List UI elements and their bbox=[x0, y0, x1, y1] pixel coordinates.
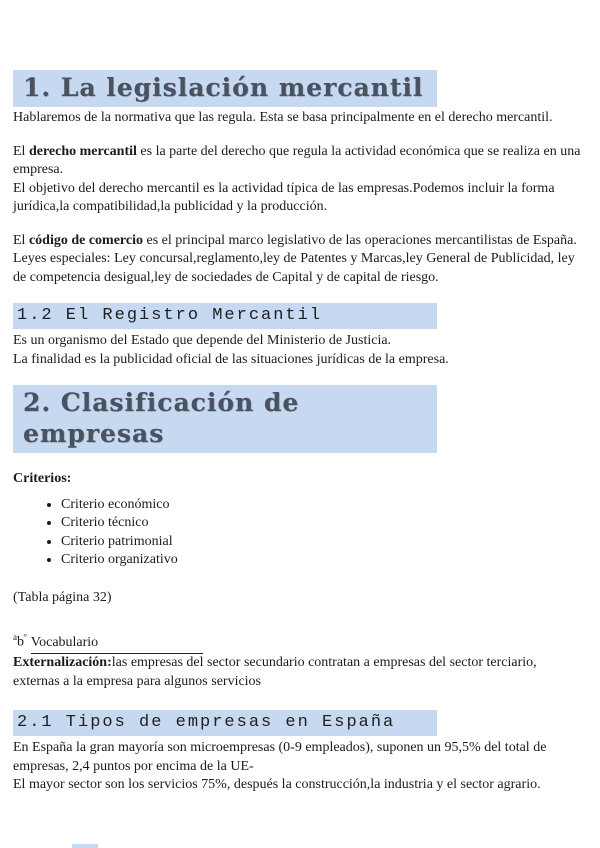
criteria-list bbox=[13, 496, 585, 570]
paragraph-externalizacion bbox=[13, 654, 585, 691]
paragraph-espana-1: En España la gran mayoría son microempresas (0-9 empleados), suponen un 95,5% del total de empresas, 2,4 puntos por encima de la UE- bbox=[13, 740, 547, 774]
codigo-post: es el principal marco legislativo de las operaciones mercantilistas de España. bbox=[143, 232, 577, 248]
externalizacion-text: las empresas del sector secundario contratan a empresas del sector terciario, externas a la empresa para algunos servicios bbox=[13, 655, 537, 689]
derecho-bold-term: derecho mercantil bbox=[28, 143, 137, 159]
vocab-sup-o: º bbox=[24, 632, 27, 642]
vocab-sup-a: a bbox=[13, 632, 17, 642]
paragraph-registro-line1: Es un organismo del Estado que depende del Ministerio de Justicia. bbox=[13, 333, 392, 348]
list-item: • Criterio organizativo bbox=[61, 551, 585, 570]
derecho-post: es la parte del derecho que regula la actividad económica que se realiza en una empresa. bbox=[13, 143, 581, 177]
section-heading-legislacion: 1. La legislación mercantil bbox=[13, 70, 437, 107]
list-item: • Criterio técnico bbox=[61, 514, 585, 533]
paragraph-derecho-mercantil bbox=[13, 143, 585, 180]
codigo-pre: El bbox=[13, 232, 29, 248]
paragraph-espana-2: El mayor sector son los servicios 75%, después la construcción,la industria y el sector agrario. bbox=[13, 777, 541, 793]
vocab-b: b bbox=[17, 634, 24, 650]
list-item: • Criterio económico bbox=[61, 496, 585, 515]
paragraph-codigo-comercio bbox=[13, 232, 585, 251]
paragraph-intro: Hablaremos de la normativa que las regula. Esta se basa principalmente en el derecho mercantil. bbox=[13, 110, 553, 125]
vocabulario-line bbox=[13, 628, 585, 654]
section-heading-tipos-empresas: 2.1 Tipos de empresas en España bbox=[13, 710, 437, 736]
paragraph-objetivo: El objetivo del derecho mercantil es la actividad típica de las empresas.Podemos incluir la forma jurídica,la compatibilidad,la publicidad y la producción. bbox=[13, 180, 555, 214]
criterios-label-text: Criterios: bbox=[13, 471, 72, 486]
criterios-label bbox=[13, 470, 585, 489]
list-item: • Criterio patrimonial bbox=[61, 533, 585, 552]
derecho-pre: El bbox=[13, 143, 29, 159]
paragraph-leyes-especiales: Leyes especiales: Ley concursal,reglamento,ley de Patentes y Marcas,ley General de Publicidad, ley de competencia desigual,ley de sociedades de Capital y de capital de riesgo. bbox=[13, 251, 575, 285]
codigo-bold-term: código de comercio bbox=[28, 232, 143, 248]
vocabulario-underlined-label: Vocabulario bbox=[31, 634, 203, 655]
section-heading-clasificacion: 2. Clasificación de empresas bbox=[13, 385, 437, 453]
paragraph-registro-line2: La finalidad es la publicidad oficial de las situaciones jurídicas de la empresa. bbox=[13, 351, 449, 367]
externalizacion-bold-term: Externalización: bbox=[13, 655, 112, 671]
next-heading-highlight-sliver bbox=[72, 844, 98, 848]
tabla-note: (Tabla página 32) bbox=[13, 589, 112, 605]
section-heading-registro-mercantil: 1.2 El Registro Mercantil bbox=[13, 303, 437, 329]
